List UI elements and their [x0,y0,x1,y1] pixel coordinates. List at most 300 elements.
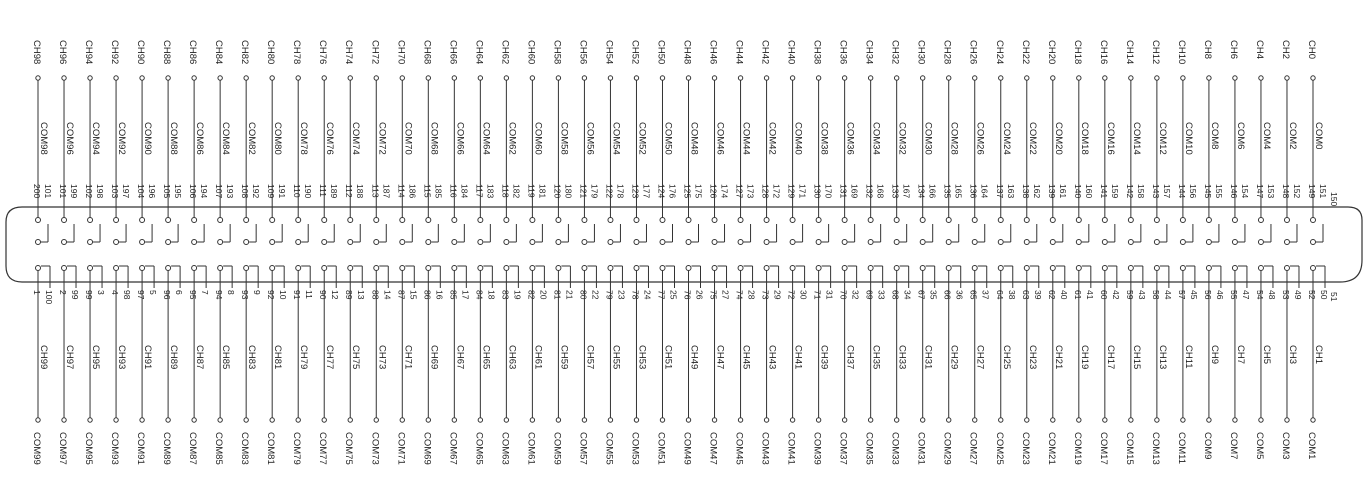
pin-number: 127 [734,184,745,199]
pin-number: 95 [188,290,199,300]
pin-number: 101 [58,184,69,199]
pin-number: 181 [537,184,548,199]
connector-pin [1232,266,1237,271]
channel-label: CH11 [1182,345,1194,369]
pin-number: 136 [968,184,979,199]
channel-label: CH15 [1130,345,1142,370]
pin-number: 198 [95,184,106,199]
channel-label: CH25 [1000,345,1012,370]
pin-column [1020,40,1043,465]
pin-column [1228,40,1251,459]
pin-column [31,40,54,465]
pin-number: 137 [994,184,1005,199]
connector-pin [348,266,353,271]
pin-column [942,40,965,465]
terminal-circle [634,418,638,422]
channel-label: CH29 [948,345,960,370]
channel-label: CH18 [1071,40,1083,65]
pin-number: 143 [1150,184,1161,199]
com-label: COM21 [1045,432,1057,465]
pin-number: 47 [1240,290,1251,300]
pin-number: 165 [953,184,964,199]
com-label: COM76 [324,122,336,155]
connector-pin [88,266,93,271]
pin-number: 24 [642,290,653,300]
channel-label: CH21 [1052,345,1064,370]
pin-column [135,40,158,465]
com-label: COM88 [168,122,180,155]
connector-pin [166,218,171,223]
connector-pin [868,240,873,245]
connector-pin [478,218,483,223]
channel-label: CH60 [525,40,537,65]
pin-number: 109 [266,184,277,199]
com-label: COM11 [1175,432,1187,465]
terminal-circle [738,76,742,80]
connector-pin [140,240,145,245]
pin-number: 107 [214,184,225,199]
connector-pin [218,240,223,245]
com-label: COM43 [759,432,771,465]
pin-number: 192 [251,184,262,199]
connector-pin [634,218,639,223]
com-label: COM94 [90,122,102,155]
terminal-circle [452,418,456,422]
channel-label: CH82 [239,40,251,65]
pin-number: 167 [901,184,912,199]
com-label: COM77 [317,432,329,465]
connector-pin [1180,240,1185,245]
channel-label: CH95 [90,345,102,370]
terminal-circle [478,418,482,422]
pin-number: 96 [162,290,173,300]
connector-pin [842,266,847,271]
terminal-circle [894,418,898,422]
pin-number: 141 [1098,184,1109,199]
com-label: COM84 [220,122,232,155]
terminal-circle [816,76,820,80]
pin-number: 120 [552,184,563,199]
pin-number: 91 [292,290,303,300]
pin-number: 158 [1135,184,1146,199]
com-label: COM91 [135,432,147,465]
terminal-circle [166,418,170,422]
pin-number: 152 [1291,184,1302,199]
connector-pin [114,240,119,245]
pin-number: 31 [824,290,835,300]
connector-pin [452,218,457,223]
pin-number: 37 [980,290,991,300]
terminal-circle [244,76,248,80]
pin-number: 74 [734,290,745,300]
connector-pin [920,218,925,223]
pin-number: 164 [979,184,990,199]
terminal-circle [712,76,716,80]
connector-pin [712,218,717,223]
com-label: COM15 [1123,432,1135,465]
channel-label: CH61 [532,345,544,370]
terminal-circle [1103,418,1107,422]
channel-label: CH92 [109,40,121,65]
pin-number: 81 [552,290,563,300]
connector-pin [1311,266,1316,271]
pin-number: 138 [1020,184,1031,199]
com-label: COM4 [1260,122,1272,150]
connector-pin [1284,266,1289,271]
connector-pin [192,218,197,223]
com-label: COM53 [629,432,641,465]
connector-pin [1024,218,1029,223]
terminal-circle [530,418,534,422]
com-label: COM50 [662,122,674,155]
channel-label: CH47 [714,345,726,370]
terminal-circle [1155,418,1159,422]
connector-pin [374,240,379,245]
com-label: COM46 [714,122,726,155]
com-label: COM25 [993,432,1005,465]
channel-label: CH48 [681,40,693,65]
pin-number: 121 [578,184,589,199]
connector-pin [1206,240,1211,245]
com-label: COM27 [967,432,979,465]
com-label: COM40 [792,122,804,155]
pin-number: 84 [474,290,485,300]
connector-pin [868,218,873,223]
pin-number: 83 [500,290,511,300]
pin-column [786,40,809,465]
com-label: COM64 [480,122,492,155]
terminal-circle [218,76,222,80]
channel-label: CH72 [369,40,381,65]
pin-number: 166 [927,184,938,199]
pin-number: 78 [630,290,641,300]
terminal-circle [218,418,222,422]
connector-pin [426,240,431,245]
pin-number: 5 [148,290,159,295]
com-label: COM75 [343,432,355,465]
pin-number: 35 [928,290,939,300]
connector-pin [400,240,405,245]
terminal-circle [530,76,534,80]
connector-pin [764,218,769,223]
channel-label: CH39 [818,345,830,370]
pin-number: 75 [708,290,719,300]
channel-label: CH28 [941,40,953,65]
connector-pin [504,266,509,271]
terminal-circle [296,76,300,80]
com-label: COM55 [603,432,615,465]
connector-pin [946,266,951,271]
pin-number: 171 [797,184,808,199]
terminal-circle [114,418,118,422]
channel-label: CH10 [1175,40,1187,65]
pin-number: 52 [1307,290,1317,300]
pin-number: 193 [225,184,236,199]
com-label: COM54 [610,122,622,155]
pin-number: 36 [954,290,965,300]
connector-pin [62,218,67,223]
connector-pin [738,240,743,245]
connector-pin [478,266,483,271]
pin-number: 111 [318,184,329,197]
pin-column [1150,40,1173,465]
connector-pin [530,240,535,245]
connector-pin [270,266,275,271]
pin-number: 12 [330,290,341,300]
connector-pin [218,218,223,223]
terminal-circle [1077,418,1081,422]
connector-pin [1206,266,1211,271]
terminal-circle [608,76,612,80]
connector-pin [62,266,67,271]
channel-label: CH89 [168,345,180,370]
connector-pin [1284,218,1289,223]
connector-pin [1284,240,1289,245]
connector-pin [634,266,639,271]
terminal-circle [322,76,326,80]
connector-pin [608,218,613,223]
terminal-circle [504,76,508,80]
connector-pin [452,266,457,271]
connector-pin [478,240,483,245]
pin-number: 49 [1292,290,1303,300]
connector-pin [1128,218,1133,223]
connector-pin [1076,240,1081,245]
channel-label: CH13 [1156,345,1168,370]
connector-pin [686,266,691,271]
terminal-circle [660,418,664,422]
com-label: COM37 [837,432,849,465]
terminal-circle [920,418,924,422]
channel-label: CH98 [31,40,42,65]
pin-column [812,40,835,465]
com-label: COM93 [109,432,121,465]
pin-number: 184 [459,184,470,199]
connector-pin [426,218,431,223]
connector-pin [322,240,327,245]
com-label: COM14 [1130,122,1142,155]
pin-number: 62 [1046,290,1057,300]
terminal-circle [1259,76,1263,80]
connector-pin [400,266,405,271]
pin-number: 40 [1058,290,1069,300]
connector-pin [660,218,665,223]
pin-number: 132 [864,184,875,199]
pin-number: 113 [370,184,381,198]
connector-pin [270,218,275,223]
connector-pin [1102,240,1107,245]
terminal-circle [452,76,456,80]
channel-label: CH50 [655,40,667,65]
channel-label: CH7 [1234,345,1246,365]
pin-column [239,40,262,465]
terminal-circle [1025,76,1029,80]
com-label: COM90 [142,122,154,155]
channel-label: CH33 [896,345,908,370]
terminal-circle [947,76,951,80]
pin-number: 44 [1162,290,1173,300]
connector-pin [1102,266,1107,271]
terminal-circle [166,76,170,80]
pin-number: 58 [1150,290,1161,300]
com-label: COM31 [915,432,927,465]
pin-number: 48 [1266,290,1277,300]
channel-label: CH23 [1026,345,1038,370]
connector-pin [972,218,977,223]
com-label: COM96 [64,122,76,155]
com-label: COM8 [1208,122,1220,150]
channel-label: CH65 [480,345,492,370]
pin-number: 179 [589,184,600,199]
pin-number: 191 [277,184,288,199]
pin-number: 16 [434,290,445,300]
pin-number: 114 [396,184,407,198]
channel-label: CH32 [889,40,901,65]
terminal-circle [192,76,196,80]
connector-pin [582,240,587,245]
pin-column [213,40,236,465]
connector-pin [114,266,119,271]
connector-pin [296,266,301,271]
com-label: COM72 [376,122,388,155]
channel-label: CH96 [57,40,69,65]
terminal-circle [608,418,612,422]
connector-pin [894,240,899,245]
channel-label: CH81 [272,345,284,370]
com-label: COM73 [369,432,381,465]
channel-label: CH52 [629,40,641,65]
channel-label: CH34 [863,40,875,65]
com-label: COM51 [655,432,667,465]
terminal-circle [842,418,846,422]
connector-pin [348,218,353,223]
com-label: COM30 [922,122,934,155]
com-label: COM36 [844,122,856,155]
pin-number: 20 [538,290,549,300]
terminal-circle [816,418,820,422]
pin-number: 180 [563,184,574,199]
terminal-circle [1233,76,1237,80]
connector-pin [712,240,717,245]
terminal-circle [1311,418,1315,422]
terminal-circle [790,418,794,422]
channel-label: CH88 [161,40,173,65]
pin-number: 30 [798,290,809,300]
com-label: COM7 [1227,432,1239,460]
connector-pin [556,266,561,271]
terminal-circle [88,418,92,422]
com-label: COM42 [766,122,778,155]
connector-pin [1180,266,1185,271]
pin-number: 186 [407,184,418,199]
terminal-circle [348,76,352,80]
pin-column [577,40,600,465]
com-label: COM78 [298,122,310,155]
pin-number: 68 [890,290,901,300]
channel-label: CH3 [1286,345,1298,365]
connector-pin [868,266,873,271]
connector-pin [1258,218,1263,223]
pin-number: 94 [214,290,225,300]
terminal-circle [1207,76,1211,80]
pin-column [838,40,861,465]
pin-number: 26 [694,290,705,300]
connector-pin [1154,218,1159,223]
pin-number: 104 [136,184,147,199]
terminal-circle [712,418,716,422]
terminal-circle [36,76,40,80]
channel-label: CH26 [967,40,979,65]
channel-label: CH87 [194,345,206,370]
connector-pin [556,240,561,245]
connector-pin [608,240,613,245]
pin-number: 18 [486,290,497,300]
connector-pin [296,240,301,245]
pin-number: 124 [656,184,667,199]
terminal-circle [270,76,274,80]
channel-label: CH31 [922,345,934,370]
channel-label: CH22 [1019,40,1031,65]
com-label: COM89 [161,432,173,465]
pin-number: 106 [188,184,199,199]
pin-number: 101 [43,184,53,199]
connector-pin [816,218,821,223]
connector-pin [192,266,197,271]
pin-number: 129 [786,184,797,199]
com-label: COM29 [941,432,953,465]
connector-pin [842,218,847,223]
com-label: COM95 [83,432,95,465]
connector-pin [426,266,431,271]
pin-number: 168 [875,184,886,199]
channel-label: CH53 [636,345,648,370]
channel-label: CH99 [38,345,49,370]
connector-pin [244,218,249,223]
pin-column [682,40,705,465]
terminal-circle [348,418,352,422]
pin-number: 148 [1280,184,1291,199]
channel-label: CH20 [1045,40,1057,65]
connector-pin [634,240,639,245]
connector-pin [244,240,249,245]
pin-column [1306,40,1329,459]
terminal-circle [114,76,118,80]
terminal-circle [1077,76,1081,80]
pin-number: 117 [474,184,485,198]
com-label: COM39 [811,432,823,465]
pin-number: 25 [668,290,679,300]
channel-label: CH83 [246,345,258,370]
com-label: COM33 [889,432,901,465]
pin-number: 90 [318,290,329,300]
com-label: COM92 [116,122,128,155]
pin-number: 69 [864,290,875,300]
terminal-circle [62,76,66,80]
pin-number: 38 [1006,290,1017,300]
connector-pin [140,266,145,271]
terminal-circle [1025,418,1029,422]
pin-number: 28 [746,290,757,300]
connector-pin [1206,218,1211,223]
com-label: COM18 [1078,122,1090,155]
pin-number: 100 [44,290,54,305]
com-label: COM83 [239,432,251,465]
pin-column [317,40,340,465]
pin-number: 156 [1187,184,1198,199]
channel-label: CH8 [1201,40,1213,60]
terminal-circle [556,76,560,80]
com-label: COM26 [974,122,986,155]
